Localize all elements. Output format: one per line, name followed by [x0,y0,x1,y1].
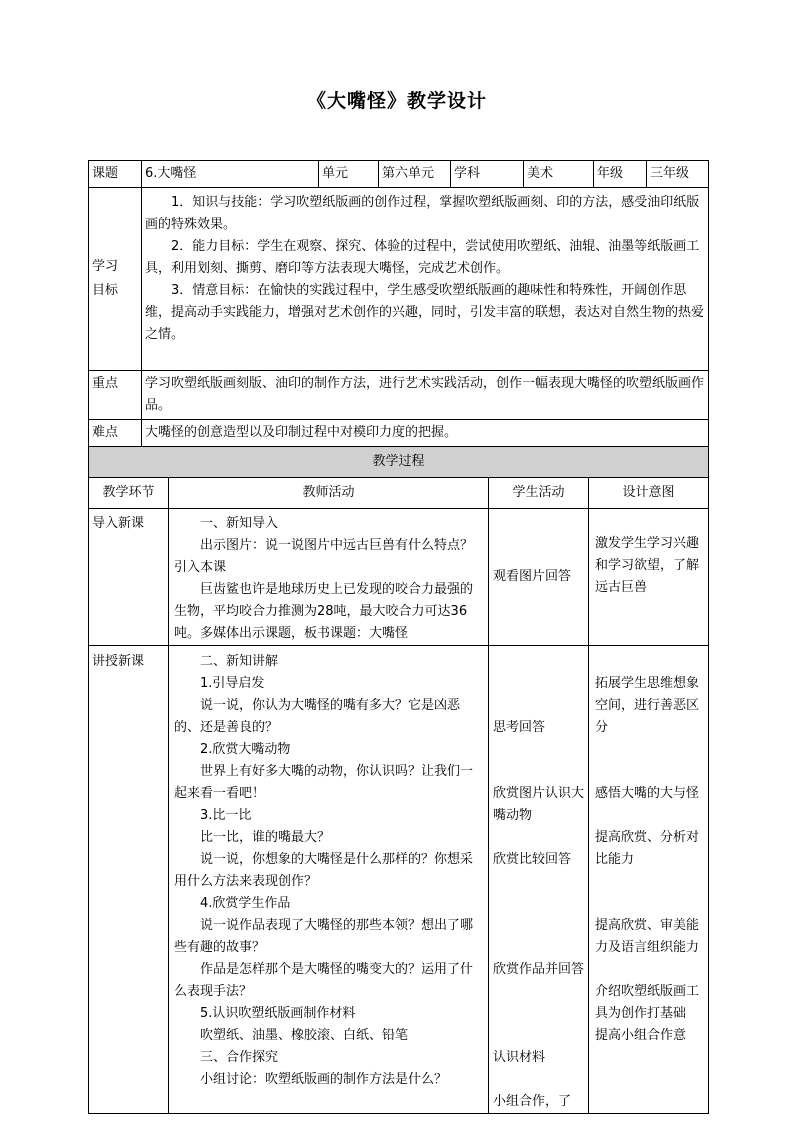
goal-ability: 2．能力目标：学生在观察、探究、体验的过程中，尝试使用吹塑纸、油辊、油墨等纸版画工具，利用划刻、撕剪、磨印等方法表现大嘴怪，完成艺术创作。 [145,239,700,276]
goal-emotion: 3．情意目标：在愉快的实践过程中，学生感受吹塑纸版画的趣味性和特殊性，开阔创作思维，提高动手实践能力，增强对艺术创作的兴趣，同时，引发丰富的联想，表达对自然生物的热爱之情。 [145,283,705,342]
design-intent: 感悟大嘴的大与怪 [595,786,700,801]
new-intent [589,646,709,1114]
key-points-label: 重点 [89,371,142,420]
key-points-row [89,371,709,420]
subject-label: 学科 [451,161,524,188]
new-teacher-line: 说一说，你认为大嘴怪的嘴有多大？它是凶恶的、还是善良的？ [174,698,461,735]
process-band: 教学过程 [89,447,709,478]
process-band-row [89,447,709,478]
new-student [489,646,589,1114]
new-teacher-line: 二、新知讲解 [200,654,279,669]
intro-student: 观看图片回答 [489,509,589,646]
key-points-text: 学习吹塑纸版画刻版、油印的制作方法，进行艺术实践活动，创作一幅表现大嘴怪的吹塑纸版画作品。 [142,371,709,420]
new-teacher [169,646,489,1114]
new-teacher-line: 2.欣赏大嘴动物 [200,742,291,757]
design-intent: 提高欣赏、分析对比能力 [595,830,700,867]
new-teacher-line: 说一说，你想象的大嘴怪是什么那样的？你想采用什么方法来表现创作？ [174,852,474,889]
design-intent: 介绍吹塑纸版画工具为创作打基础 [595,984,700,1021]
unit-value: 第六单元 [379,161,451,188]
design-intent: 提高小组合作意 [595,1028,687,1043]
goal-knowledge: 1．知识与技能：学习吹塑纸版画的创作过程，掌握吹塑纸版画刻、印的方法，感受油印纸版画的特殊效果。 [145,195,700,232]
student-activity: 欣赏比较回答 [493,852,572,867]
page-title: 《大嘴怪》教学设计 [306,90,487,112]
new-teacher-line: 吹塑纸、油墨、橡胶滚、白纸、铅笔 [200,1028,409,1043]
goals-label [89,188,142,371]
unit-label: 单元 [319,161,379,188]
intro-row [89,509,709,646]
new-teacher-line: 1.引导启发 [200,676,265,691]
topic-label: 课题 [89,161,142,188]
new-teacher-line: 5.认识吹塑纸版画制作材料 [200,1006,356,1021]
intro-teacher [169,509,489,646]
design-intent: 拓展学生思维想象空间，进行善恶区分 [595,676,700,735]
info-row [89,161,709,188]
header-stage: 教学环节 [89,478,169,509]
new-teacher-line: 说一说作品表现了大嘴怪的那些本领？想出了哪些有趣的故事？ [174,918,474,955]
intro-teacher-line: 巨齿鲨也许是地球历史上已发现的咬合力最强的生物，平均咬合力推测为28吨，最大咬合力可达36吨。多媒体出示课题，板书课题：大嘴怪 [174,582,474,641]
header-intent: 设计意图 [589,478,709,509]
new-row [89,646,709,1114]
difficulty-row [89,420,709,447]
process-table [88,446,709,1114]
grade-label: 年级 [594,161,647,188]
process-header-row [89,478,709,509]
topic-value: 6.大嘴怪 [142,161,319,188]
intro-intent: 激发学生学习兴趣和学习欲望，了解远古巨兽 [589,509,709,646]
goals-label-line2: 目标 [92,283,119,298]
new-teacher-line: 比一比，谁的嘴最大？ [200,830,331,845]
new-teacher-line: 世界上有好多大嘴的动物，你认识吗？让我们一起来看一看吧！ [174,764,474,801]
student-activity: 思考回答 [493,720,546,735]
design-intent: 提高欣赏、审美能力及语言组织能力 [595,918,700,955]
new-teacher-line: 三、合作探究 [200,1050,279,1065]
new-teacher-line: 3.比一比 [200,808,252,823]
intro-stage: 导入新课 [89,509,169,646]
difficulty-label: 难点 [89,420,142,447]
new-stage: 讲授新课 [89,646,169,1114]
student-activity: 欣赏作品并回答 [493,962,585,977]
new-teacher-line: 4.欣赏学生作品 [200,896,291,911]
new-teacher-line: 作品是怎样那个是大嘴怪的嘴变大的？运用了什么表现手法？ [174,962,474,999]
subject-value: 美术 [524,161,594,188]
student-activity: 欣赏图片认识大嘴动物 [493,786,585,823]
goals-row [89,188,709,371]
header-teacher: 教师活动 [169,478,489,509]
intro-teacher-line: 一、新知导入 [200,516,279,531]
new-teacher-line: 小组讨论：吹塑纸版画的制作方法是什么？ [200,1072,448,1087]
student-activity: 小组合作，了 [493,1094,572,1109]
header-student: 学生活动 [489,478,589,509]
grade-value: 三年级 [647,161,709,188]
intro-teacher-line: 出示图片：说一说图片中远古巨兽有什么特点？引入本课 [174,538,474,575]
student-activity: 认识材料 [493,1050,546,1065]
difficulty-text: 大嘴怪的创意造型以及印制过程中对模印力度的把握。 [142,420,709,447]
goals-label-line1: 学习 [92,259,119,274]
info-table [88,160,709,447]
